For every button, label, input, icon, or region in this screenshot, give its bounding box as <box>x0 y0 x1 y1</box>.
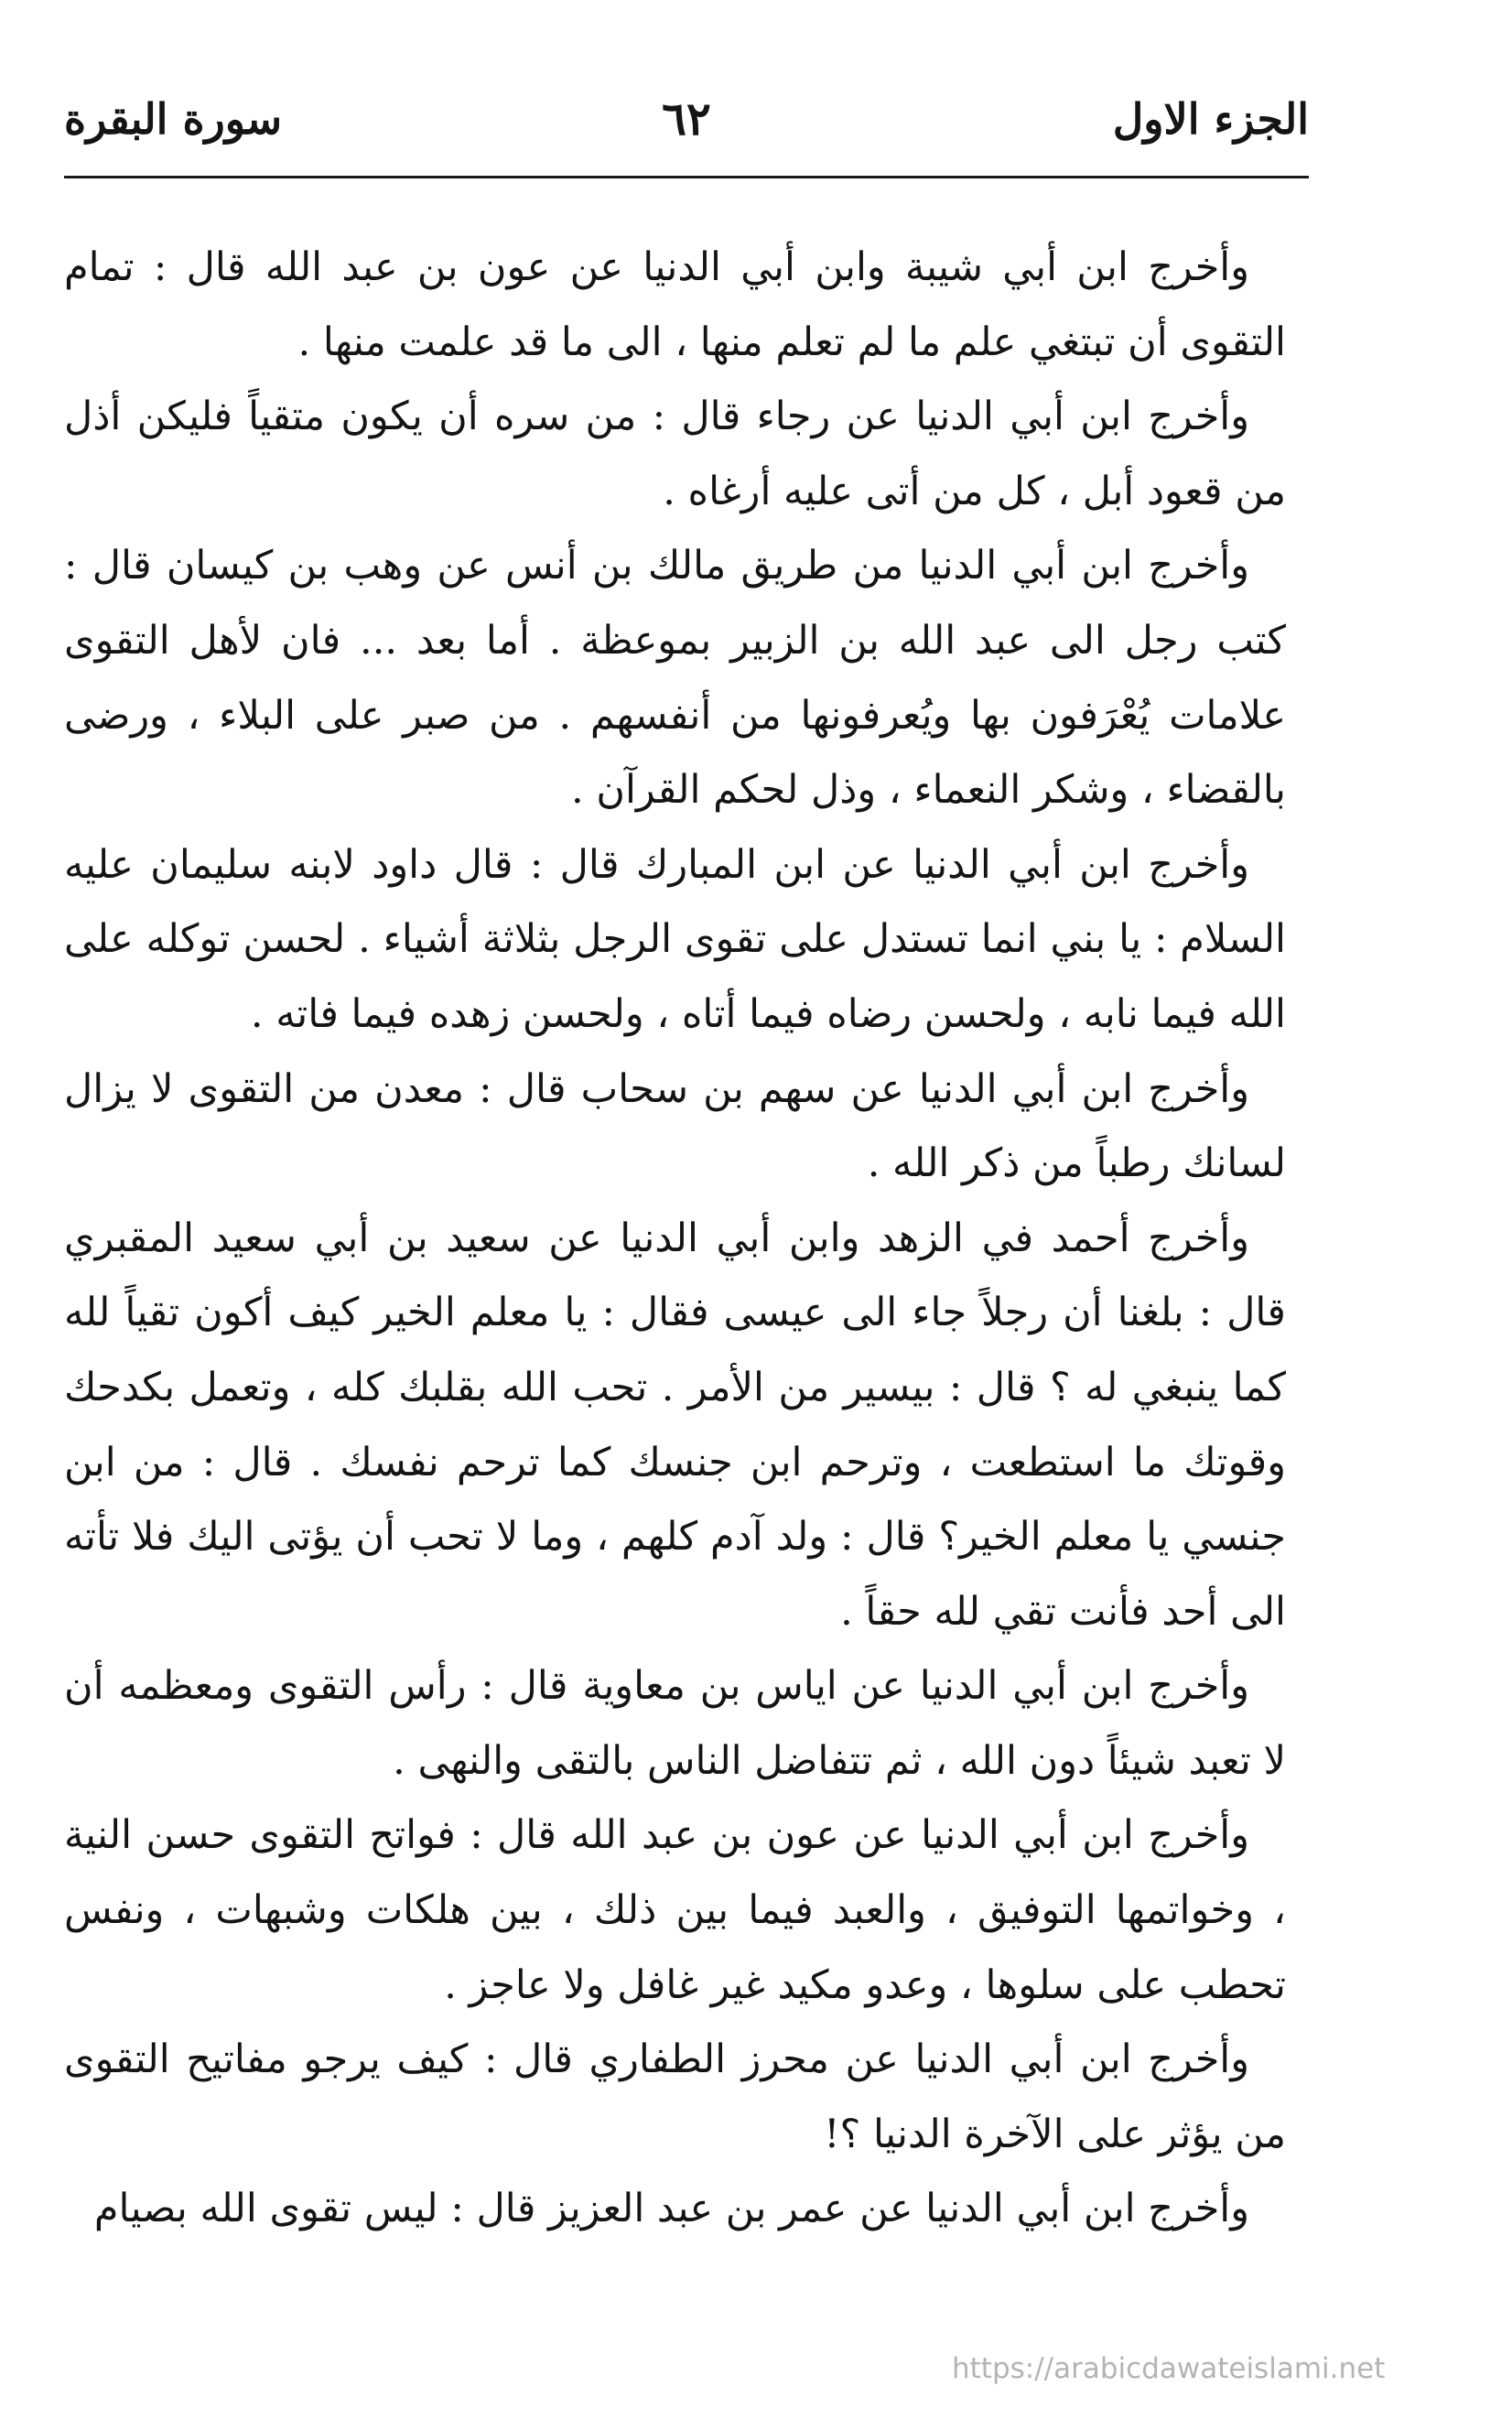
page-body <box>64 231 1286 2247</box>
paragraph-1: وأخرج ابن أبي شيبة وابن أبي الدنيا عن عون بن عبد الله قال : تمام التقوى أن تبتغي علم ما لم تعلم منها ، الى ما قد علمت منها . <box>64 244 1286 365</box>
watermark-url: https://arabicdawateislami.net <box>952 2352 1386 2385</box>
paragraph-9: وأخرج ابن أبي الدنيا عن محرز الطفاري قال : كيف يرجو مفاتيح التقوى من يؤثر على الآخرة الدنيا ؟! <box>64 2036 1286 2157</box>
paragraph-7: وأخرج ابن أبي الدنيا عن اياس بن معاوية قال : رأس التقوى ومعظمه أن لا تعبد شيئاً دون الله ، ثم تتفاضل الناس بالتقى والنهى . <box>64 1663 1286 1784</box>
page-header <box>64 87 1309 151</box>
paragraph-8: وأخرج ابن أبي الدنيا عن عون بن عبد الله قال : فواتح التقوى حسن النية ، وخواتمها التوفيق ، والعبد فيما بين ذلك ، بين هلكات وشبهات ، ونفس تحطب على سلوها ، وعدو مكيد غير غافل ولا عاجز . <box>64 1812 1286 2008</box>
paragraph-3: وأخرج ابن أبي الدنيا من طريق مالك بن أنس عن وهب بن كيسان قال : كتب رجل الى عبد الله بن الزبير بموعظة . أما بعد ... فان لأهل التقوى علامات يُعْرَفون بها ويُعرفونها من أنفسهم . من صبر على البلاء ، ورضى بالقضاء ، وشكر النعماء ، وذل لحكم القرآن . <box>64 543 1286 814</box>
paragraph-10: وأخرج ابن أبي الدنيا عن عمر بن عبد العزيز قال : ليس تقوى الله بصيام <box>93 2186 1249 2232</box>
surah-title: سورة البقرة <box>64 94 283 144</box>
paragraph-6: وأخرج أحمد في الزهد وابن أبي الدنيا عن سعيد بن أبي سعيد المقبري قال : بلغنا أن رجلاً جاء الى عيسى فقال : يا معلم الخير كيف أكون تقياً لله كما ينبغي له ؟ قال : بيسير من الأمر . تحب الله بقلبك كله ، وتعمل بكدحك وقوتك ما استطعت ، وترحم ابن جنسك كما ترحم نفسك . قال : من ابن جنسي يا معلم الخير؟ قال : ولد آدم كلهم ، وما لا تحب أن يؤتى اليك فلا تأته الى أحد فأنت تقي لله حقاً . <box>64 1215 1286 1635</box>
paragraph-2: وأخرج ابن أبي الدنيا عن رجاء قال : من سره أن يكون متقياً فليكن أذل من قعود أبل ، كل من أتى عليه أرغاه . <box>64 394 1286 514</box>
page-number: ٦٢ <box>662 92 711 146</box>
header-divider <box>64 176 1309 178</box>
paragraph-5: وأخرج ابن أبي الدنيا عن سهم بن سحاب قال : معدن من التقوى لا يزال لسانك رطباً من ذكر الله . <box>64 1065 1286 1187</box>
paragraph-4: وأخرج ابن أبي الدنيا عن ابن المبارك قال : قال داود لابنه سليمان عليه السلام : يا بني انما تستدل على تقوى الرجل بثلاثة أشياء . لحسن توكله على الله فيما نابه ، ولحسن رضاه فيما أتاه ، ولحسن زهده فيما فاته . <box>64 841 1286 1037</box>
part-title: الجزء الاول <box>1112 94 1309 144</box>
